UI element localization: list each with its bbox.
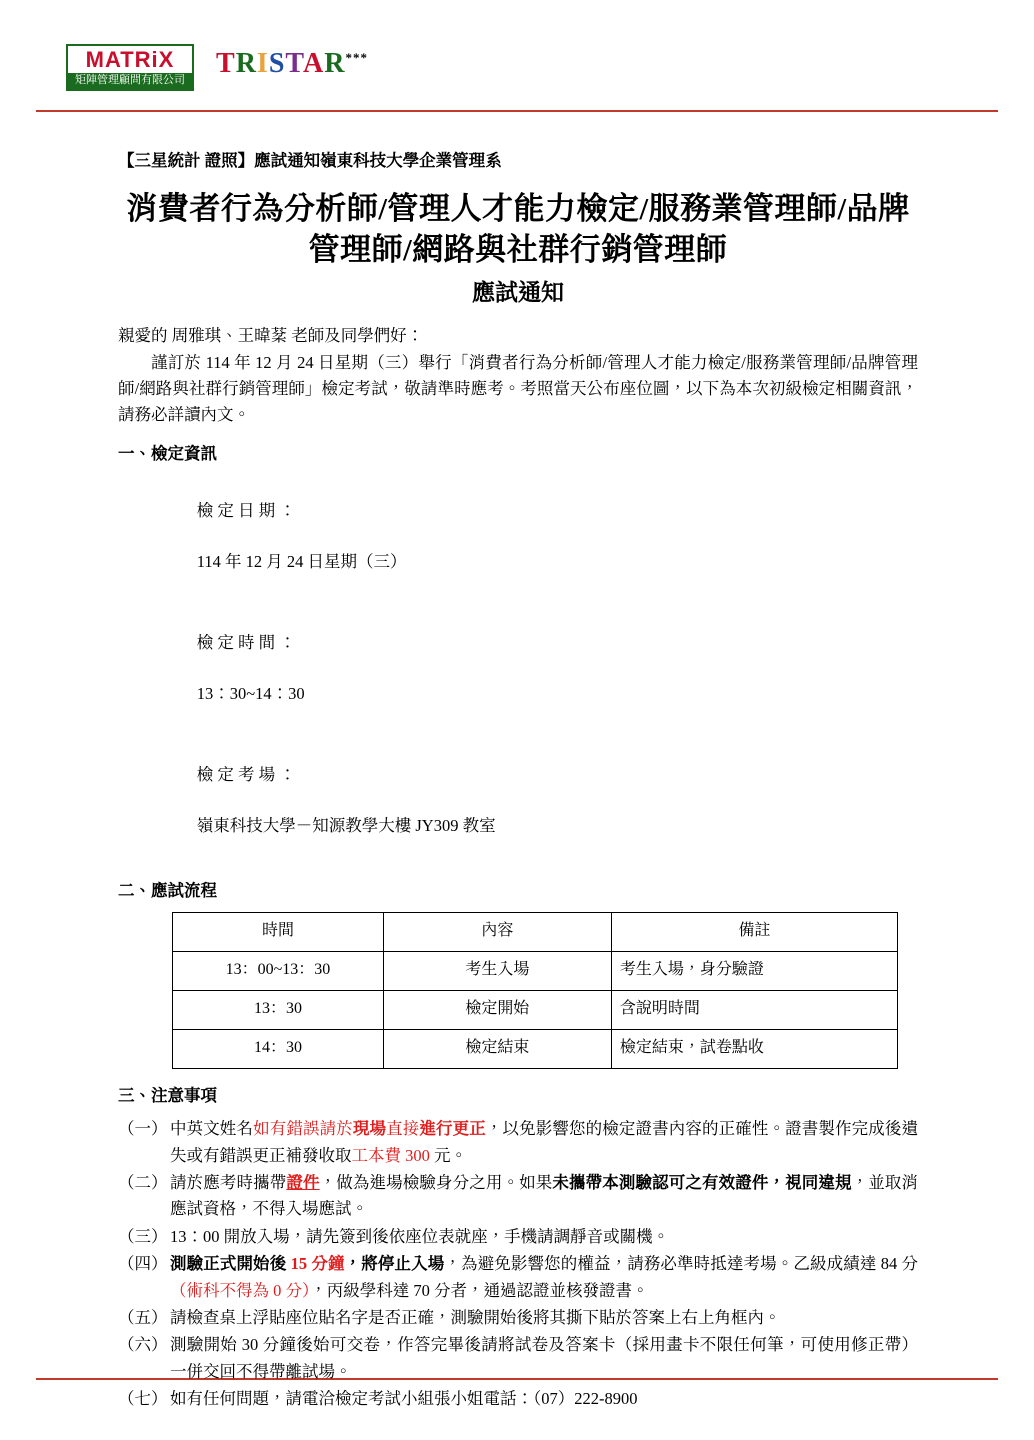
- notice-item: [118, 1305, 918, 1331]
- table-header-note: 備註: [611, 912, 897, 951]
- intro-paragraph: 謹訂於 114 年 12 月 24 日星期（三）舉行「消費者行為分析師/管理人才能力檢定/服務業管理師/品牌管理師/網路與社群行銷管理師」檢定考試，敬請準時應考。考照當天公布座位圖，以下為本次初級檢定相關資訊，請務必詳讀內文。: [118, 353, 918, 424]
- table-header-content: 內容: [383, 912, 611, 951]
- table-row: [173, 951, 898, 990]
- cell-content: 檢定結束: [383, 1029, 611, 1068]
- notice-item: [118, 1170, 918, 1223]
- notice-text-run: 工本費 300: [351, 1145, 430, 1165]
- notice-item-label: （二）: [118, 1173, 168, 1193]
- matrix-logo: [66, 44, 194, 91]
- table-row: [173, 1029, 898, 1068]
- notice-item-label: （五）: [118, 1308, 168, 1327]
- notice-item-label: （四）: [118, 1254, 168, 1274]
- notice-text-run: 如有錯誤請於: [253, 1119, 353, 1139]
- notice-item-label: （七）: [118, 1389, 168, 1409]
- notice-text-run: ，丙級學科達 70 分者，通過認證並核發證書。: [310, 1280, 649, 1300]
- notice-item-text: [170, 1170, 918, 1223]
- notice-text-run: 測驗開始 30 分鐘後始可交卷，作答完畢後請將試卷及答案卡（採用畫卡不限任何筆，可使用修正帶）一併交回不得帶離試場。: [170, 1335, 918, 1381]
- exam-info-list: [118, 473, 918, 864]
- cell-time: 13：30: [173, 990, 384, 1029]
- exam-info-label-time: 檢 定 時 間 ：: [196, 633, 296, 653]
- notice-item-text: [170, 1251, 918, 1304]
- cell-note: 檢定結束，試卷點收: [611, 1029, 897, 1068]
- exam-info-value-venue: 嶺東科技大學－知源教學大樓 JY309 教室: [196, 816, 496, 836]
- exam-info-label-date: 檢 定 日 期 ：: [196, 501, 296, 521]
- notices-list: [118, 1116, 918, 1412]
- notice-text-run: 如有任何問題，請電洽檢定考試小組張小姐電話：（07）222-8900: [170, 1389, 638, 1409]
- notice-text-run: 請於應考時攜帶: [170, 1173, 287, 1193]
- notice-text-run: 請檢查桌上浮貼座位貼名字是否正確，測驗開始後將其撕下貼於答案上右上角框內。: [170, 1308, 781, 1327]
- cell-note: 考生入場，身分驗證: [611, 951, 897, 990]
- notice-item: [118, 1224, 918, 1250]
- exam-info-value-date: 114 年 12 月 24 日星期（三）: [196, 552, 407, 572]
- notice-item: [118, 1386, 918, 1412]
- document-body: [118, 148, 918, 1414]
- header-divider-rule: [36, 110, 998, 112]
- notice-text-run: 測驗正式開始後: [170, 1254, 287, 1274]
- section-heading-exam-info: 一、檢定資訊: [118, 444, 217, 464]
- notice-text-run: 15 分鐘: [286, 1254, 345, 1274]
- notice-text-run: ，做為進場檢驗身分之用。如果: [319, 1173, 553, 1193]
- notice-item-text: [170, 1116, 918, 1169]
- notice-text-run: 現場: [352, 1119, 387, 1139]
- notice-text-run: ，以免影響您的檢定證書內容的正確性。證書製作完成後遺失或有錯誤更正補發收取: [170, 1119, 918, 1165]
- notice-text-run: 更正: [452, 1119, 486, 1139]
- notice-item-label: （一）: [118, 1119, 168, 1139]
- matrix-logo-company-name: 矩陣管理顧問有限公司: [68, 73, 192, 89]
- cell-content: 考生入場: [383, 951, 611, 990]
- exam-info-row-venue: [172, 736, 918, 864]
- cell-content: 檢定開始: [383, 990, 611, 1029]
- greeting-line: 親愛的 周雅琪、王暐棻 老師及同學們好：: [118, 325, 424, 345]
- notice-item-label: （三）: [118, 1226, 168, 1246]
- notice-item-label: （六）: [118, 1335, 168, 1355]
- notice-text-run: ，並取消應試資格，不得入場應試。: [170, 1173, 918, 1219]
- table-header-time: 時間: [173, 912, 384, 951]
- exam-info-value-time: 13：30~14：30: [196, 684, 305, 704]
- section-heading-procedure: 二、應試流程: [118, 881, 217, 901]
- notice-text-run: （術科不得為 0 分）: [170, 1280, 311, 1300]
- cell-note: 含說明時間: [611, 990, 897, 1029]
- notice-item: [118, 1332, 918, 1385]
- notice-text-run: 進行: [419, 1119, 453, 1139]
- matrix-logo-wordmark: MATRiX: [68, 46, 192, 73]
- exam-info-row-date: [172, 473, 918, 601]
- page-subtitle: 應試通知: [472, 280, 564, 306]
- notice-item: [118, 1116, 918, 1169]
- section-heading-notices: 三、注意事項: [118, 1085, 217, 1105]
- header-logos: [66, 44, 368, 91]
- notice-item-text: [170, 1332, 918, 1385]
- notice-text-run: 證件: [286, 1173, 320, 1193]
- notice-text-run: 中英文姓名: [170, 1119, 254, 1139]
- page-title: 消費者行為分析師/管理人才能力檢定/服務業管理師/品牌管理師/網路與社群行銷管理師: [126, 190, 910, 268]
- cell-time: 14：30: [173, 1029, 384, 1068]
- cell-time: 13：00~13：30: [173, 951, 384, 990]
- subject-line: 【三星統計 證照】應試通知嶺東科技大學企業管理系: [118, 151, 502, 170]
- notice-text-run: ，為避免影響您的權益，請務必準時抵達考場。乙級成績達 84 分: [444, 1254, 919, 1274]
- tristar-logo: TRISTAR***: [216, 48, 368, 79]
- table-row: [173, 990, 898, 1029]
- table-header-row: [173, 912, 898, 951]
- notice-item-text: [170, 1386, 918, 1412]
- notice-text-run: ，將停止入場: [344, 1254, 445, 1274]
- notice-text-run: 13：00 開放入場，請先簽到後依座位表就座，手機請調靜音或關機。: [170, 1226, 670, 1246]
- notice-text-run: 直接: [386, 1119, 420, 1139]
- notice-item-text: [170, 1305, 918, 1331]
- procedure-table: [172, 912, 898, 1069]
- exam-info-label-venue: 檢 定 考 場 ：: [196, 764, 296, 784]
- exam-info-row-time: [172, 605, 918, 733]
- notice-text-run: 未攜帶本測驗認可之有效證件，視同違規: [552, 1173, 852, 1193]
- notice-text-run: 元。: [429, 1145, 467, 1165]
- notice-item: [118, 1251, 918, 1304]
- notice-item-text: [170, 1224, 918, 1250]
- tristar-stars-icon: ***: [345, 50, 368, 65]
